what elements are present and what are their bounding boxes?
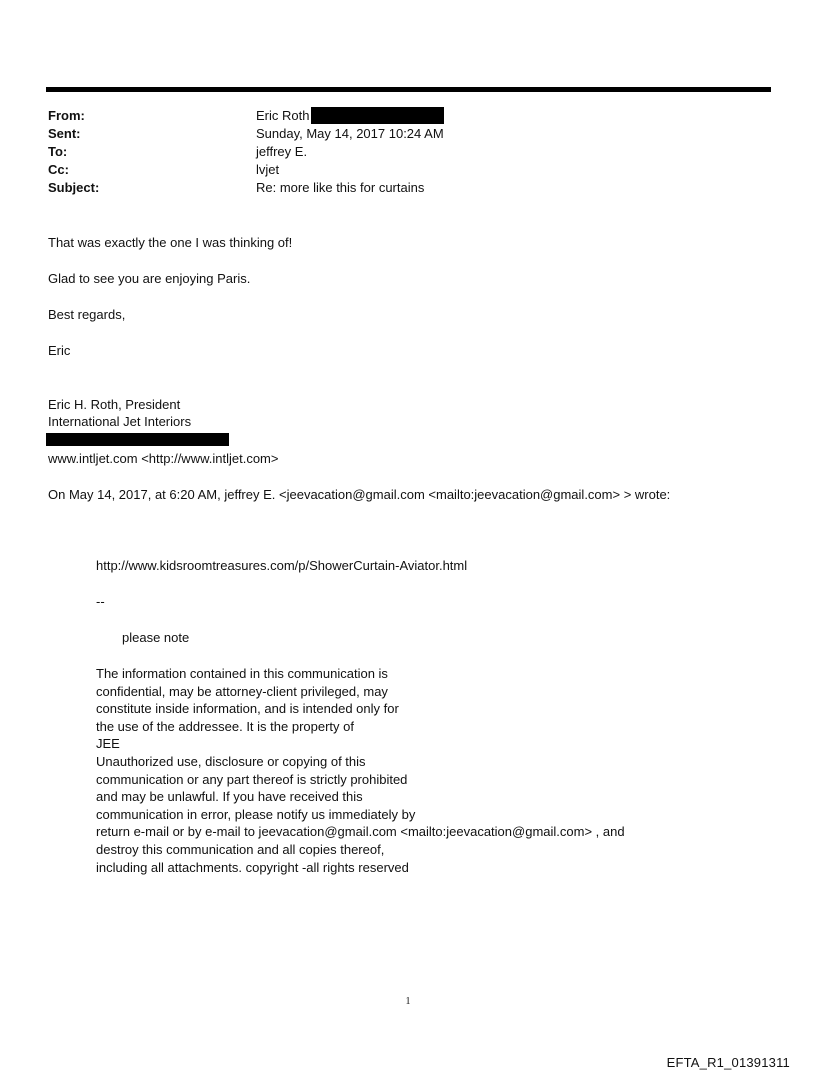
- header-rule: [46, 87, 771, 92]
- disclaimer-line: return e-mail or by e-mail to jeevacation@gmail.com <mailto:jeevacation@gmail.com> , and: [96, 824, 625, 840]
- sent-value: Sunday, May 14, 2017 10:24 AM: [256, 126, 444, 141]
- signature-company: International Jet Interiors: [48, 414, 192, 429]
- body-line-2: Glad to see you are enjoying Paris.: [48, 271, 251, 286]
- signature-name-title: Eric H. Roth, President: [48, 397, 181, 412]
- quoted-intro: On May 14, 2017, at 6:20 AM, jeffrey E. <jeevacation@gmail.com <mailto:jeevacation@gmail.com> > wrote:: [48, 487, 671, 502]
- page-number: 1: [405, 996, 411, 1007]
- signature-redaction-box: [46, 433, 229, 446]
- disclaimer-line: JEE: [96, 736, 120, 752]
- from-value: [256, 107, 444, 124]
- disclaimer-line: communication or any part thereof is strictly prohibited: [96, 771, 408, 787]
- disclaimer-block: [96, 665, 625, 876]
- to-label: To:: [48, 144, 68, 159]
- disclaimer-line: constitute inside information, and is intended only for: [96, 701, 399, 717]
- from-label: From:: [48, 108, 85, 123]
- disclaimer-line: including all attachments. copyright -all rights reserved: [96, 859, 409, 875]
- document-id: EFTA_R1_01391311: [666, 1055, 790, 1070]
- body-closing: Best regards,: [48, 307, 126, 322]
- body-signoff-name: Eric: [48, 343, 71, 358]
- from-name: Eric Roth: [256, 108, 310, 123]
- disclaimer-line: destroy this communication and all copies thereof,: [96, 841, 385, 857]
- to-value: jeffrey E.: [256, 144, 308, 159]
- disclaimer-line: The information contained in this communication is: [96, 666, 388, 681]
- quoted-separator: --: [96, 594, 105, 609]
- disclaimer-line: Unauthorized use, disclosure or copying of this: [96, 753, 366, 769]
- disclaimer-line: communication in error, please notify us immediately by: [96, 806, 416, 822]
- subject-value: Re: more like this for curtains: [256, 180, 425, 195]
- sent-label: Sent:: [48, 126, 81, 141]
- redaction-box: [311, 107, 444, 124]
- disclaimer-line: confidential, may be attorney-client privileged, may: [96, 683, 388, 699]
- signature-website-link[interactable]: www.intljet.com <http://www.intljet.com>: [48, 451, 279, 466]
- subject-label: Subject:: [48, 180, 100, 195]
- quoted-note: please note: [122, 630, 190, 645]
- cc-value: lvjet: [256, 162, 280, 177]
- cc-label: Cc:: [48, 162, 69, 177]
- quoted-link[interactable]: http://www.kidsroomtreasures.com/p/ShowerCurtain-Aviator.html: [96, 558, 468, 573]
- disclaimer-line: and may be unlawful. If you have received this: [96, 789, 363, 805]
- disclaimer-line: the use of the addressee. It is the property of: [96, 718, 354, 734]
- body-line-1: That was exactly the one I was thinking of!: [48, 235, 293, 250]
